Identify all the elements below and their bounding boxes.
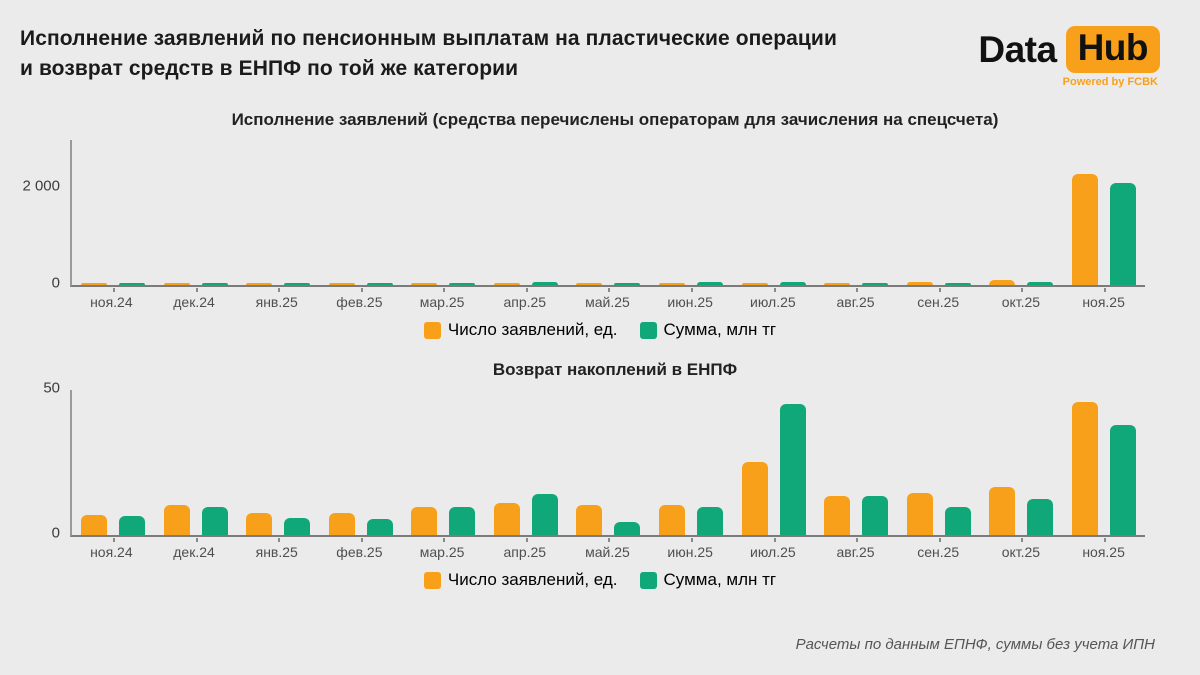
bar-group-май.25	[567, 390, 650, 535]
bar	[367, 283, 393, 285]
bar	[329, 283, 355, 285]
legend-item-applications	[424, 320, 618, 340]
x-axis-label: мар.25	[419, 294, 465, 310]
x-axis-label: ноя.24	[90, 294, 133, 310]
bar	[780, 282, 806, 285]
x-axis-label: фев.25	[336, 544, 383, 560]
logo-text-data: Data	[978, 28, 1057, 70]
x-axis-label: июн.25	[667, 294, 713, 310]
page-title-line2: и возврат средств в ЕНПФ по той же категории	[20, 56, 519, 80]
bar-group-сен.25	[897, 390, 980, 535]
datahub-logo-wordmark	[978, 26, 1160, 73]
x-axis-tick	[526, 538, 528, 542]
bar-group-ноя.24	[72, 390, 155, 535]
bar	[659, 505, 685, 535]
bar	[907, 493, 933, 535]
x-axis-tick	[608, 288, 610, 292]
bar	[1072, 402, 1098, 535]
bar	[202, 507, 228, 535]
x-axis-tick	[856, 538, 858, 542]
bar-group-дек.24	[155, 140, 238, 285]
bar	[367, 519, 393, 535]
chart1-x-axis-labels	[70, 294, 1145, 310]
x-axis-label: сен.25	[917, 544, 960, 560]
bar	[1110, 425, 1136, 535]
x-axis-tick	[526, 288, 528, 292]
datahub-logo	[978, 26, 1160, 88]
legend-swatch-orange	[424, 322, 441, 339]
bar-group-ноя.24	[72, 140, 155, 285]
bar	[945, 283, 971, 285]
x-axis-tick	[196, 288, 198, 292]
y-tick-label: 0	[51, 524, 60, 542]
bar-group-июн.25	[650, 390, 733, 535]
y-tick-label: 0	[51, 274, 60, 292]
bar	[449, 507, 475, 535]
bar	[411, 507, 437, 535]
x-axis-tick	[774, 288, 776, 292]
x-axis-label: дек.24	[173, 294, 215, 310]
x-axis-tick	[196, 538, 198, 542]
bar-group-апр.25	[485, 140, 568, 285]
bar	[780, 404, 806, 535]
x-axis-label: июн.25	[667, 544, 713, 560]
bar-group-май.25	[567, 140, 650, 285]
x-axis-tick	[1021, 288, 1023, 292]
bar	[119, 516, 145, 535]
x-axis-tick	[443, 538, 445, 542]
legend-item-sum	[640, 570, 777, 590]
x-axis-tick	[691, 538, 693, 542]
legend-label-applications: Число заявлений, ед.	[447, 320, 618, 339]
bar	[164, 283, 190, 285]
x-axis-label: фев.25	[336, 294, 383, 310]
legend-item-applications	[424, 570, 618, 590]
x-axis-label: май.25	[585, 544, 630, 560]
x-axis-tick	[443, 288, 445, 292]
chart1-plot-area	[22, 140, 1145, 292]
bar-group-фев.25	[320, 140, 403, 285]
chart2-legend	[0, 570, 1200, 590]
bar	[494, 503, 520, 535]
y-tick-label: 50	[43, 379, 60, 397]
bar-group-июл.25	[732, 390, 815, 535]
bar	[1027, 282, 1053, 285]
x-axis-tick	[856, 288, 858, 292]
bar	[202, 283, 228, 285]
bar-group-мар.25	[402, 390, 485, 535]
bar-group-апр.25	[485, 390, 568, 535]
bar-group-ноя.25	[1062, 140, 1145, 285]
bar-group-ноя.25	[1062, 390, 1145, 535]
bar-group-дек.24	[155, 390, 238, 535]
x-axis-tick	[691, 288, 693, 292]
chart2-plot-area	[43, 379, 1145, 542]
x-axis-label: сен.25	[917, 294, 960, 310]
x-axis-tick	[1104, 538, 1106, 542]
bar	[329, 513, 355, 535]
bar	[1110, 183, 1136, 285]
chart1-title: Исполнение заявлений (средства перечислены операторам для зачисления на спецсчета)	[231, 110, 999, 129]
bar	[1027, 499, 1053, 535]
x-axis-tick	[113, 288, 115, 292]
chart2-plot-wrap	[43, 379, 1145, 542]
x-axis-tick	[361, 538, 363, 542]
bar	[532, 494, 558, 535]
bar	[411, 283, 437, 285]
legend-label-sum: Сумма, млн тг	[663, 320, 777, 339]
bar	[614, 522, 640, 535]
x-axis-label: янв.25	[255, 544, 298, 560]
legend-swatch-green	[640, 322, 657, 339]
x-axis-label: апр.25	[503, 544, 547, 560]
chart1-legend	[0, 320, 1200, 340]
bar-group-окт.25	[980, 390, 1063, 535]
legend-label-applications: Число заявлений, ед.	[447, 570, 618, 589]
bar	[164, 505, 190, 535]
bar-group-фев.25	[320, 390, 403, 535]
x-axis-label: апр.25	[503, 294, 547, 310]
x-axis-label: ноя.24	[90, 544, 133, 560]
bar	[532, 282, 558, 285]
bar	[1072, 174, 1098, 285]
bar	[246, 513, 272, 535]
x-axis-tick	[278, 288, 280, 292]
x-axis-label: авг.25	[836, 294, 875, 310]
x-axis-label: авг.25	[836, 544, 875, 560]
bar	[945, 507, 971, 535]
x-axis-tick	[939, 538, 941, 542]
logo-tagline: Powered by FCBK	[1062, 76, 1158, 88]
chart-executed-applications	[0, 110, 1200, 340]
x-axis-label: май.25	[585, 294, 630, 310]
bar	[862, 496, 888, 535]
bar	[494, 283, 520, 285]
x-axis-label: июл.25	[750, 544, 796, 560]
bar	[449, 283, 475, 285]
bar	[697, 507, 723, 535]
bar-group-июл.25	[732, 140, 815, 285]
x-axis-tick	[608, 538, 610, 542]
header	[0, 0, 1200, 88]
legend-label-sum: Сумма, млн тг	[663, 570, 777, 589]
x-axis-tick	[774, 538, 776, 542]
x-axis-tick	[939, 288, 941, 292]
bar	[989, 280, 1015, 285]
x-axis-label: июл.25	[750, 294, 796, 310]
x-axis-label: окт.25	[1001, 294, 1041, 310]
page-title-line1: Исполнение заявлений по пенсионным выплатам на пластические операции	[20, 27, 837, 50]
x-axis-tick	[1104, 288, 1106, 292]
bar	[907, 282, 933, 285]
legend-swatch-green	[640, 572, 657, 589]
bar	[81, 515, 107, 535]
x-axis-label: ноя.25	[1082, 544, 1125, 560]
bar	[862, 283, 888, 285]
bar	[81, 283, 107, 285]
x-axis-tick	[278, 538, 280, 542]
x-axis-tick	[113, 538, 115, 542]
bar-group-окт.25	[980, 140, 1063, 285]
bar-group-июн.25	[650, 140, 733, 285]
bar-group-авг.25	[815, 140, 898, 285]
x-axis-label: ноя.25	[1082, 294, 1125, 310]
bar	[697, 282, 723, 285]
bar	[576, 283, 602, 285]
legend-swatch-orange	[424, 572, 441, 589]
bar	[824, 496, 850, 535]
footer-note: Расчеты по данным ЕПНФ, суммы без учета ИПН	[795, 636, 1155, 653]
bar-group-мар.25	[402, 140, 485, 285]
bar-group-янв.25	[237, 390, 320, 535]
bar	[824, 283, 850, 285]
x-axis-tick	[1021, 538, 1023, 542]
bar	[119, 283, 145, 285]
x-axis-tick	[361, 288, 363, 292]
bar	[284, 283, 310, 285]
bar	[246, 283, 272, 285]
bar	[614, 283, 640, 285]
bar	[284, 518, 310, 535]
chart2-title: Возврат накоплений в ЕНПФ	[492, 360, 738, 379]
chart1-plot-wrap	[22, 140, 1145, 292]
x-axis-label: мар.25	[419, 544, 465, 560]
y-tick-label: 2 000	[22, 177, 60, 195]
bar-group-авг.25	[815, 390, 898, 535]
page-title	[20, 24, 837, 84]
bar	[659, 283, 685, 285]
x-axis-label: дек.24	[173, 544, 215, 560]
chart2-x-axis-labels	[70, 544, 1145, 560]
bar	[989, 487, 1015, 535]
x-axis-label: янв.25	[255, 294, 298, 310]
bar-group-сен.25	[897, 140, 980, 285]
logo-badge-hub: Hub	[1066, 26, 1160, 73]
chart-returns-to-enpf	[0, 360, 1200, 590]
x-axis-label: окт.25	[1001, 544, 1041, 560]
bar-group-янв.25	[237, 140, 320, 285]
legend-item-sum	[640, 320, 777, 340]
bar	[576, 505, 602, 535]
bar	[742, 283, 768, 285]
bar	[742, 462, 768, 535]
